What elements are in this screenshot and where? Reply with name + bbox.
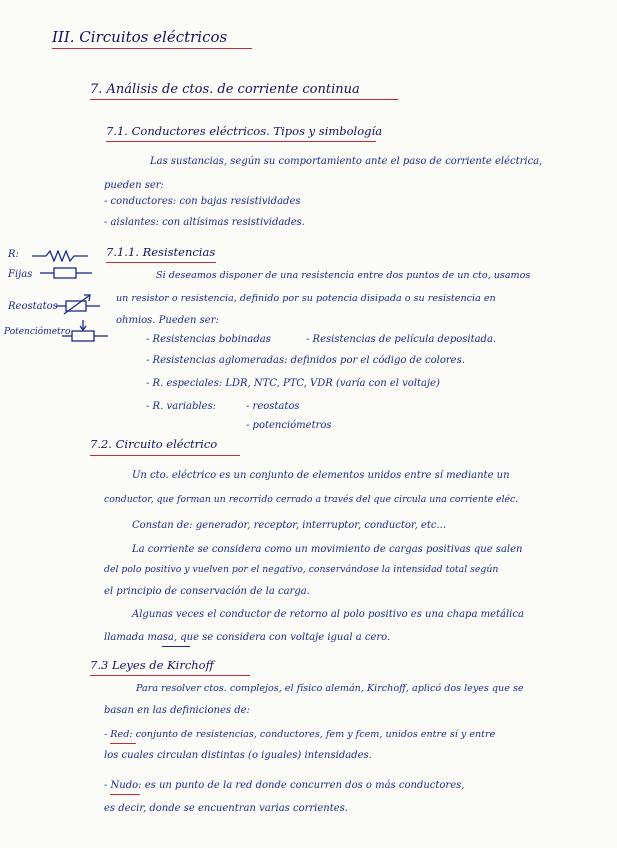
s72-line-6: el principio de conservación de la carga. xyxy=(104,586,310,597)
s72-line-5: del polo positivo y vuelven por el negativo, conservándose la intensidad total según xyxy=(104,564,499,575)
nudo-term-underline xyxy=(110,794,140,795)
section-7-1-underline xyxy=(106,141,376,142)
s711-line-5: - Resistencias de película depositada. xyxy=(306,334,497,345)
s711-line-1: Si deseamos disponer de una resistencia entre dos puntos de un cto, usamos xyxy=(156,270,531,281)
s711-line-8: - R. variables: xyxy=(146,401,217,412)
s73-line-2: basan en las definiciones de: xyxy=(104,705,250,716)
s72-line-2: conductor, que forman un recorrido cerrado a través del que circula una corriente eléc. xyxy=(104,494,519,505)
section-7-2-heading: 7.2. Circuito eléctrico xyxy=(90,437,218,451)
section-7-1-1-underline xyxy=(106,262,216,263)
section-7-heading: 7. Análisis de ctos. de corriente continua xyxy=(90,82,360,97)
s72-line-4: La corriente se considera como un movimiento de cargas positivas que salen xyxy=(132,544,523,555)
s711-line-4: - Resistencias bobinadas xyxy=(146,334,271,345)
s73-line-6: es decir, donde se encuentran varias corrientes. xyxy=(104,803,348,814)
section-7-1-1-heading: 7.1.1. Resistencias xyxy=(106,245,216,259)
s73-line-1: Para resolver ctos. complejos, el físico alemán, Kirchoff, aplicó dos leyes que se xyxy=(136,683,524,694)
s72-line-8: llamada masa, que se considera con voltaje igual a cero. xyxy=(104,632,391,643)
section-7-1-heading: 7.1. Conductores eléctricos. Tipos y simbología xyxy=(106,124,383,138)
s711-line-2: un resistor o resistencia, definido por su potencia disipada o su resistencia en xyxy=(116,293,496,304)
margin-label-potenciometro: Potenciómetro xyxy=(4,327,71,337)
s72-line-7: Algunas veces el conductor de retorno al polo positivo es una chapa metálica xyxy=(132,609,524,620)
s711-line-7: - R. especiales: LDR, NTC, PTC, VDR (varía con el voltaje) xyxy=(146,378,440,389)
margin-label-reostatos: Reostatos xyxy=(8,301,58,312)
s711-line-3: ohmios. Pueden ser: xyxy=(116,315,219,326)
section-7-3-underline xyxy=(90,675,250,676)
potentiometer-icon xyxy=(62,318,108,344)
margin-label-fijas: Fijas xyxy=(8,269,33,280)
s71-line-2: pueden ser: xyxy=(104,180,164,191)
s71-line-4: - aislantes: con altísimas resistividades. xyxy=(104,217,305,228)
title-underline xyxy=(52,48,252,49)
section-7-underline xyxy=(90,99,398,100)
margin-label-r: R: xyxy=(8,249,19,260)
masa-underline xyxy=(162,646,190,647)
fixed-resistor-icon xyxy=(40,266,92,280)
resistor-zigzag-icon xyxy=(32,250,88,262)
s73-line-3: - Red: conjunto de resistencias, conductores, fem y fcem, unidos entre sí y entre xyxy=(104,729,496,740)
red-term-underline xyxy=(110,743,136,744)
s73-line-5: - Nudo: es un punto de la red donde concurren dos o más conductores, xyxy=(104,780,465,791)
rheostat-icon xyxy=(56,292,100,316)
section-7-2-underline xyxy=(90,455,240,456)
section-7-3-heading: 7.3 Leyes de Kirchoff xyxy=(90,658,214,672)
s711-line-10: - potenciómetros xyxy=(246,420,332,431)
s72-line-1: Un cto. eléctrico es un conjunto de elementos unidos entre sí mediante un xyxy=(132,470,510,481)
s711-line-6: - Resistencias aglomeradas: definidos por el código de colores. xyxy=(146,355,465,366)
page-title: III. Circuitos eléctricos xyxy=(52,28,228,46)
s72-line-3: Constan de: generador, receptor, interruptor, conductor, etc... xyxy=(132,520,446,531)
s71-line-3: - conductores: con bajas resistividades xyxy=(104,196,301,207)
s71-line-1: Las sustancias, según su comportamiento ante el paso de corriente eléctrica, xyxy=(150,156,543,167)
s711-line-9: - reostatos xyxy=(246,401,300,412)
s73-line-4: los cuales circulan distintas (o iguales) intensidades. xyxy=(104,750,372,761)
